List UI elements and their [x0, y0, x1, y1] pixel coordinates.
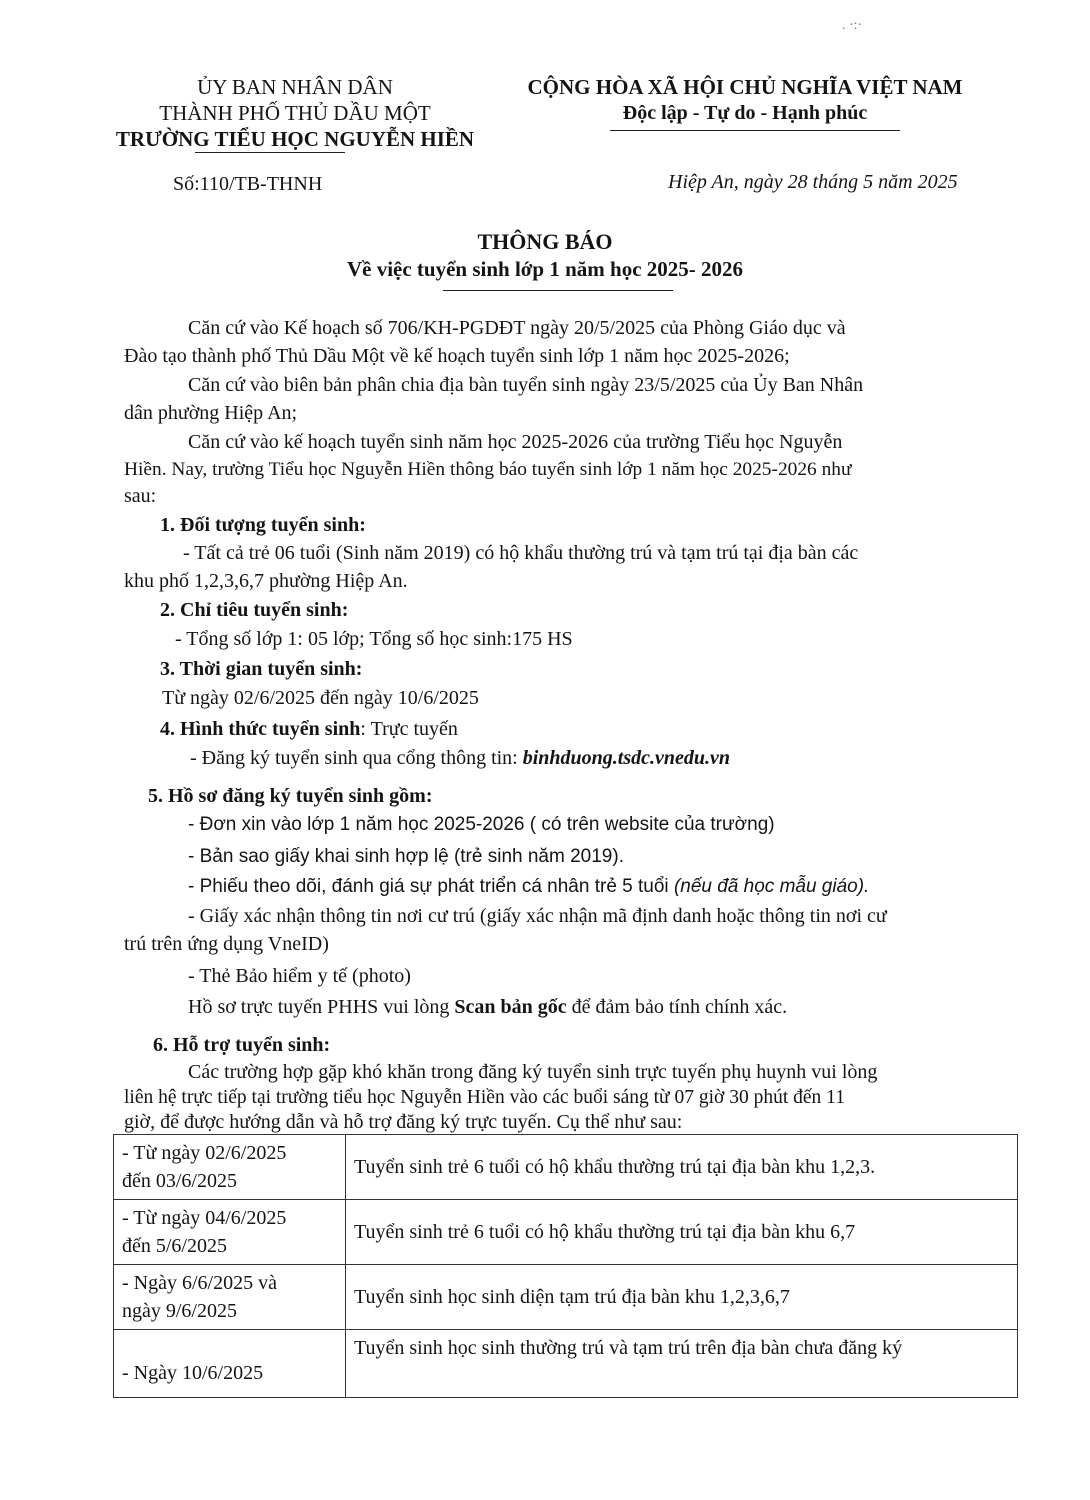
schedule-date-cell: [114, 1330, 346, 1398]
section-5-note-post: để đảm bảo tính chính xác.: [566, 996, 788, 1018]
section-5-note-bold: Scan bản gốc: [454, 996, 567, 1018]
portal-label: - Đăng ký tuyển sinh qua cổng thông tin:: [190, 747, 523, 769]
national-motto-block: [500, 74, 990, 126]
national-motto: Độc lập - Tự do - Hạnh phúc: [622, 102, 868, 124]
section-5-line-2: - Bản sao giấy khai sinh hợp lệ (trẻ sinh năm 2019).: [188, 846, 624, 867]
basis-2-line-1: Căn cứ vào biên bản phân chia địa bàn tuyển sinh ngày 23/5/2025 của Ủy Ban Nhân: [188, 374, 864, 396]
schedule-content-cell: Tuyển sinh học sinh diện tạm trú địa bàn khu 1,2,3,6,7: [346, 1265, 1018, 1330]
section-5-note: [188, 993, 787, 1022]
section-6-line-3: giờ, để được hướng dẫn và hỗ trợ đăng ký trực tuyến. Cụ thể như sau:: [124, 1111, 683, 1133]
schedule-content-cell: Tuyển sinh trẻ 6 tuổi có hộ khẩu thường trú tại địa bàn khu 6,7: [346, 1200, 1018, 1265]
schedule-content-cell: Tuyển sinh trẻ 6 tuổi có hộ khẩu thường trú tại địa bàn khu 1,2,3.: [346, 1135, 1018, 1200]
scan-specks: . ·:·: [842, 18, 863, 33]
basis-2-line-2: dân phường Hiệp An;: [124, 402, 298, 424]
schedule-date-start: - Ngày 6/6/2025 và: [122, 1272, 277, 1294]
section-5-line-3-text: - Phiếu theo dõi, đánh giá sự phát triển cá nhân trẻ 5 tuổi: [188, 876, 674, 897]
place-date: Hiệp An, ngày 28 tháng 5 năm 2025: [668, 171, 958, 193]
section-2-heading: 2. Chỉ tiêu tuyển sinh:: [160, 599, 349, 621]
section-4-line-1: [190, 744, 730, 773]
table-row: [114, 1200, 1018, 1265]
schedule-date-end: đến 03/6/2025: [122, 1170, 237, 1192]
schedule-date-cell: [114, 1200, 346, 1265]
section-1-heading: 1. Đối tượng tuyển sinh:: [160, 514, 366, 536]
issuer-underline: [195, 152, 345, 153]
section-6-line-2: liên hệ trực tiếp tại trường tiểu học Nguyễn Hiền vào các buổi sáng từ 07 giờ 30 phút đến 11: [124, 1087, 845, 1108]
schedule-date-cell: [114, 1135, 346, 1200]
issuer-line-2: THÀNH PHỐ THỦ DẦU MỘT: [159, 101, 431, 125]
schedule-date-cell: [114, 1265, 346, 1330]
basis-3-line-1: Căn cứ vào kế hoạch tuyển sinh năm học 2025-2026 của trường Tiểu học Nguyễn: [188, 431, 843, 453]
schedule-date-start: - Từ ngày 04/6/2025: [122, 1207, 287, 1229]
section-5-line-4b: trú trên ứng dụng VneID): [124, 933, 329, 955]
section-5-line-3-note: (nếu đã học mẫu giáo).: [673, 876, 870, 897]
issuer-school-name: TRƯỜNG TIỂU HỌC NGUYỄN HIỀN: [115, 127, 475, 151]
section-4-heading-line: [160, 715, 458, 744]
section-5-heading: 5. Hồ sơ đăng ký tuyển sinh gồm:: [148, 785, 433, 807]
section-3-line-1: Từ ngày 02/6/2025 đến ngày 10/6/2025: [162, 687, 479, 709]
section-5-note-pre: Hồ sơ trực tuyến PHHS vui lòng: [188, 996, 455, 1018]
section-4-value: : Trực tuyến: [360, 718, 458, 740]
schedule-table: [113, 1134, 1018, 1398]
table-row: [114, 1135, 1018, 1200]
section-5-line-4a: - Giấy xác nhận thông tin nơi cư trú (giấy xác nhận mã định danh hoặc thông tin nơi cư: [188, 905, 887, 927]
table-row: [114, 1265, 1018, 1330]
document-number: Số:110/TB-THNH: [173, 173, 323, 195]
section-6-line-1: Các trường hợp gặp khó khăn trong đăng ký tuyển sinh trực tuyến phụ huynh vui lòng: [188, 1061, 878, 1083]
section-1-line-1: - Tất cả trẻ 06 tuổi (Sinh năm 2019) có hộ khẩu thường trú và tạm trú tại địa bàn các: [183, 542, 859, 564]
section-2-line-1: - Tổng số lớp 1: 05 lớp; Tổng số học sinh:175 HS: [175, 628, 573, 650]
schedule-date-start: - Ngày 10/6/2025: [122, 1362, 264, 1384]
schedule-date-end: đến 5/6/2025: [122, 1235, 227, 1257]
schedule-date-start: - Từ ngày 02/6/2025: [122, 1142, 287, 1164]
basis-1-line-2: Đào tạo thành phố Thủ Dầu Một về kế hoạch tuyển sinh lớp 1 năm học 2025-2026;: [124, 345, 790, 367]
title-underline: [443, 290, 673, 291]
basis-3-line-2: Hiền. Nay, trường Tiểu học Nguyễn Hiền thông báo tuyển sinh lớp 1 năm học 2025-2026 như: [124, 459, 852, 480]
section-1-line-2: khu phố 1,2,3,6,7 phường Hiệp An.: [124, 570, 408, 592]
section-6-heading: 6. Hỗ trợ tuyển sinh:: [153, 1034, 331, 1056]
issuer-block: [95, 74, 495, 152]
basis-1-line-1: Căn cứ vào Kế hoạch số 706/KH-PGDĐT ngày 20/5/2025 của Phòng Giáo dục và: [188, 317, 846, 339]
national-name: CỘNG HÒA XÃ HỘI CHỦ NGHĨA VIỆT NAM: [527, 75, 963, 99]
table-row: [114, 1330, 1018, 1398]
basis-3-line-3: sau:: [124, 485, 157, 507]
document-title: THÔNG BÁO: [477, 229, 613, 254]
section-3-heading: 3. Thời gian tuyển sinh:: [160, 658, 363, 680]
section-5-line-5: - Thẻ Bảo hiểm y tế (photo): [188, 965, 411, 987]
section-5-line-1: - Đơn xin vào lớp 1 năm học 2025-2026 ( có trên website của trường): [188, 814, 775, 835]
motto-underline: [610, 130, 900, 131]
issuer-line-1: ỦY BAN NHÂN DÂN: [197, 75, 393, 99]
portal-link[interactable]: binhduong.tsdc.vnedu.vn: [522, 747, 730, 769]
section-5-line-3: [188, 872, 869, 901]
section-4-heading: 4. Hình thức tuyển sinh: [160, 718, 361, 740]
schedule-content-cell: Tuyển sinh học sinh thường trú và tạm trú trên địa bàn chưa đăng ký: [346, 1330, 1018, 1398]
schedule-date-end: ngày 9/6/2025: [122, 1300, 237, 1322]
document-subtitle: Về việc tuyển sinh lớp 1 năm học 2025- 2026: [346, 257, 744, 281]
